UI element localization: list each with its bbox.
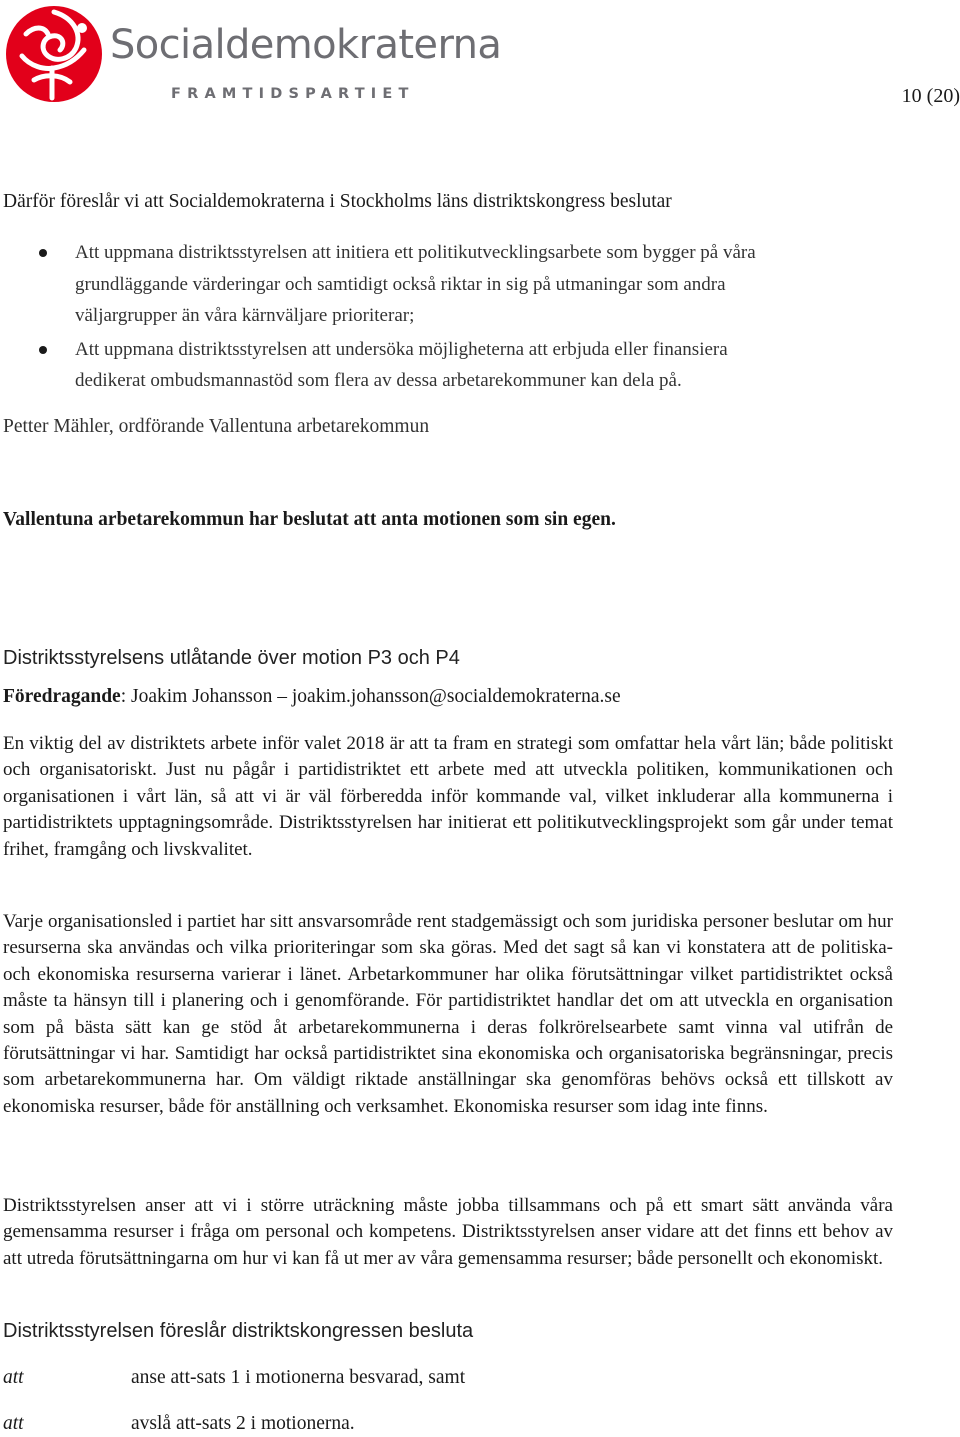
proposal-prefix: att (3, 1367, 24, 1388)
bullet-icon (39, 346, 47, 354)
proposal-text: anse att-sats 1 i motionerna besvarad, samt (131, 1367, 466, 1388)
presenter-value: : Joakim Johansson – joakim.johansson@socialdemokraterna.se (120, 686, 621, 707)
motion-bullet-list (0, 237, 900, 397)
bullet-icon (39, 249, 47, 257)
list-item (0, 237, 900, 332)
logo-tagline: FRAMTIDSPARTIET (171, 86, 415, 102)
statement-heading: Distriktsstyrelsens utlåtande över motion P3 och P4 (3, 647, 460, 669)
proposal-heading: Distriktsstyrelsen föreslår distriktskongressen besluta (3, 1320, 474, 1342)
intro-text: Därför föreslår vi att Socialdemokraterna i Stockholms läns distriktskongress beslutar (3, 191, 672, 212)
signature: Petter Mähler, ordförande Vallentuna arbetarekommun (3, 416, 430, 437)
body-paragraph: En viktig del av distriktets arbete inför valet 2018 är att ta fram en strategi som omfattar hela vårt län; både politiskt och organisatoriskt. Just nu pågår i partidistriktet ett arbete med att utveckla politiken, kommunikationen och organisationen i vårt län, så att vi är väl förberedda inför kommande val, vilket inkluderar alla kommunerna i partidistriktets upptagningsområde. Distriktsstyrelsen har initierat ett politikutvecklingsprojekt som går under temat frihet, framgång och livskvalitet. (3, 733, 893, 860)
decision-statement: Vallentuna arbetarekommun har beslutat att anta motionen som sin egen. (3, 509, 616, 530)
bullet-text: Att uppmana distriktsstyrelsen att undersöka möjligheterna att erbjuda eller finansiera dedikerat ombudsmannastöd som flera av dessa arbetarekommuner kan dela på. (75, 338, 728, 391)
party-logo (4, 4, 502, 104)
rose-logo-icon (4, 4, 104, 104)
page-number: 10 (20) (901, 85, 960, 107)
presenter-line (3, 684, 621, 710)
body-paragraph: Distriktsstyrelsen anser att vi i större uträckning måste jobba tillsammans och på ett smart sätt använda våra gemensamma resurser i fråga om personal och kompetens. Distriktsstyrelsen anser vidare att det finns ett behov av att utreda förutsättningarna om hur vi kan få ut mer av våra gemensamma resurser; både personellt och ekonomiskt. (3, 1195, 893, 1269)
proposal-prefix: att (3, 1413, 24, 1434)
bullet-text: Att uppmana distriktsstyrelsen att initiera ett politikutvecklingsarbete som bygger på våra grundläggande värderingar och samtidigt också riktar in sig på utmaningar som andra väljargrupper än våra kärnväljare prioriterar; (75, 242, 756, 326)
list-item (0, 334, 900, 397)
proposal-text: avslå att-sats 2 i motionerna. (131, 1413, 355, 1434)
logo-wordmark: Socialdemokraterna (110, 22, 502, 68)
presenter-label: Föredragande (3, 686, 121, 707)
body-paragraph: Varje organisationsled i partiet har sitt ansvarsområde rent stadgemässigt och som juridiska personer beslutar om hur resurserna ska användas och vilka prioriteringar som ska göras. Med det sagt så kan vi konstatera att de politiska- och ekonomiska resurserna varierar i länet. Arbetarkommuner har olika förutsättningar vilket partidistriktet också måste ta hänsyn till i planering och i genomförande. För partidistriktet handlar det om att utveckla en organisation som på bästa sätt kan ge stöd åt arbetarekommunerna i deras folkrörelsearbete samt vinna val utifrån de förutsättningar vi har. Samtidigt har också partidistriktet sina ekonomiska och organisatoriska begränsningar, precis som arbetarekommunerna har. Om väldigt riktade anställningar ska genomföras behövs också ett tillskott av ekonomiska resurser, både för anställning och verksamhet. Ekonomiska resurser som idag inte finns. (3, 911, 893, 1117)
